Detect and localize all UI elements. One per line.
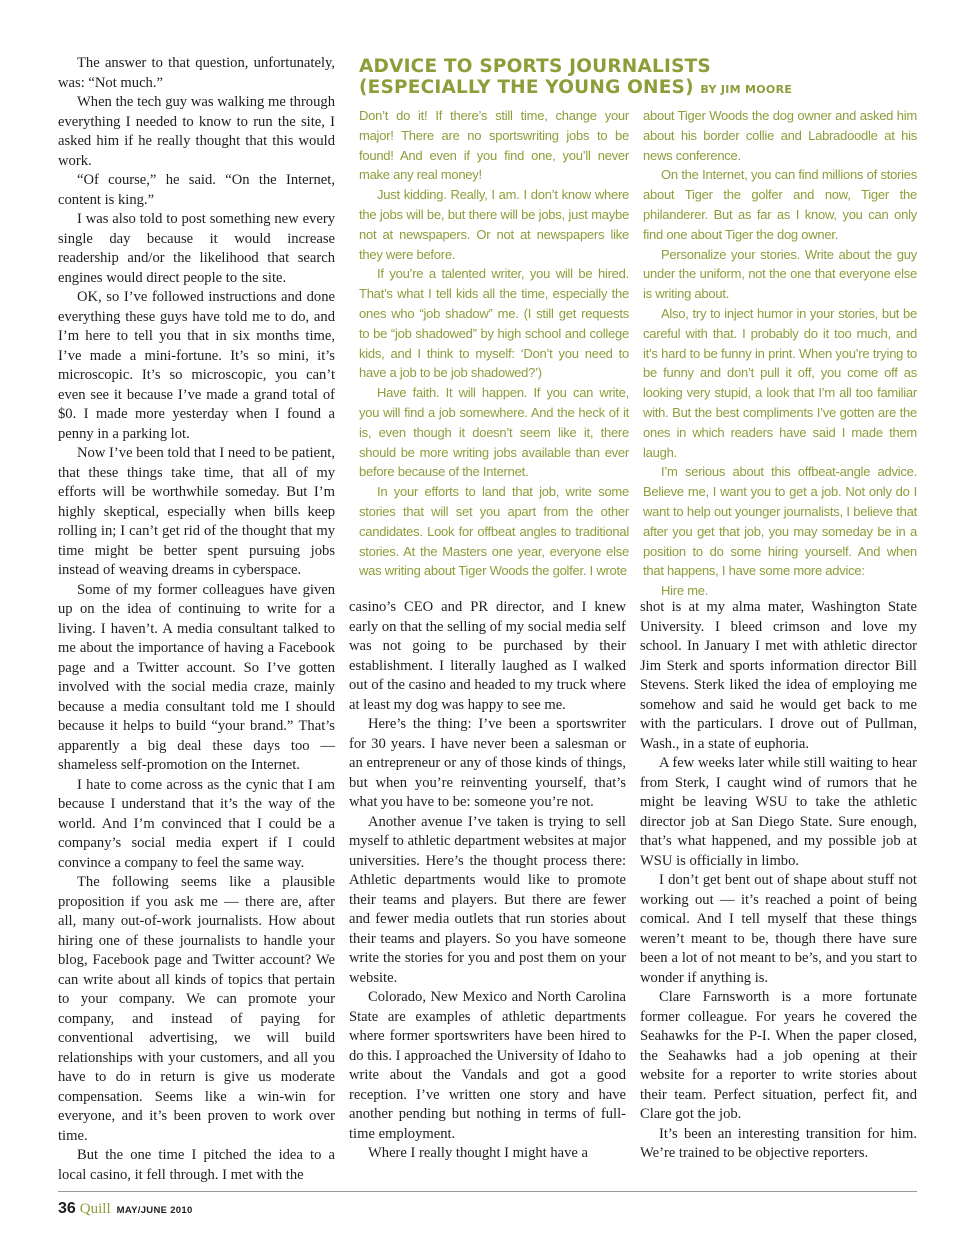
paragraph: OK, so I’ve followed instructions and done everything these guys have told me to do, and I’m here to tell you that in six months time, I’ve made a mini-fortune. It’s so mini, it’s microscopic. It’s so microscopic, you can’t even see it because I’ve made a grand total of $0. I made more yesterday when I found a penny in a parking lot. [58,289,335,442]
sidebar-column-2 [643,106,917,601]
sidebar-paragraph: In your efforts to land that job, write some stories that will set you apart from the other candidates. Look for offbeat angles to traditional stories. At the Masters one year, everyone else was writing about Tiger Woods the golfer. I wrote [359,484,629,579]
paragraph: It’s been an interesting transition for him. We’re trained to be objective reporters. [640,1125,917,1161]
paragraph: The following seems like a plausible proposition if you ask me — there are, after all, many out-of-work journalists. How about hiring one of these journalists to handle your blog, Facebook page and Twitter account? We can write about all kinds of topics that pertain to your company. We can promote your company, and instead of paying for conventional advertising, we will build relationships with your customers, and all you have to do in return is give us moderate compensation. Seems like a win-win for everyone, and it’s been proven to work over time. [58,874,335,1144]
sidebar-paragraph: about Tiger Woods the dog owner and asked him about his border collie and Labradoodle at his news conference. [643,108,917,163]
sidebar-paragraph: If you’re a talented writer, you will be hired. That’s what I tell kids all the time, especially the ones who “job shadow” me. (I still get requests to be “job shadowed” by high school and college kids, and I think to myself: ‘Don’t you need to have a job to be job shadowed?’) [359,266,629,381]
footer-divider [58,1191,917,1192]
page-number: 36 [58,1200,76,1217]
page-footer [58,1200,193,1220]
paragraph: I don’t get bent out of shape about stuff not working out — it’s reached a point of being comical. And I tell myself that these things weren’t meant to be, though there have sure been a lot of not meant to be’s, and you start to wonder if anything is. [640,872,917,986]
paragraph: Colorado, New Mexico and North Carolina State are examples of athletic departments where former sportswriters have been hired to do this. I approached the University of Idaho to write about the Vandals and got a good reception. I’ve written one story and have another pending but nothing in terms of full-time employment. [349,989,626,1142]
sidebar-column-1 [359,106,629,581]
sidebar-heading [359,56,919,100]
byline: BY JIM MOORE [700,83,793,96]
paragraph: A few weeks later while still waiting to hear from Sterk, I caught wind of rumors that he might be leaving WSU to take the athletic director job at San Diego State. Sure enough, that’s what happened, and my possible job at WSU is officially in limbo. [640,755,917,869]
paragraph: Now I’ve been told that I need to be patient, that these things take time, that all of my efforts will be worthwhile someday. But I’m highly skeptical, especially when bills keep rolling in; I can’t get rid of the thought that my time might be better spent pursuing jobs instead of weaving dreams in cyberspace. [58,445,335,578]
sidebar-paragraph: I’m serious about this offbeat-angle advice. Believe me, I want you to get a job. Not only do I want to help out younger journalists, I believe that after you get that job, you may someday be in a position to do some hiring yourself. And when that happens, I have some more advice: [643,464,917,579]
article-column-left [58,54,335,1185]
paragraph: Another avenue I’ve taken is trying to sell myself to athletic department websites at major universities. Here’s the thought process there: Athletic departments would like to promote their teams and players. But there are fewer and fewer media outlets that run stories about their teams and players. So you have someone write the stories for you and post them on your website. [349,813,626,986]
paragraph: I hate to come across as the cynic that I am because I understand that it’s the way of the world. And I’m convinced that I could be a company’s social media expert if I could convince a company to feel the same way. [58,776,335,871]
paragraph: But the one time I pitched the idea to a local casino, it fell through. I met with the [58,1147,335,1183]
article-column-right [640,598,917,1164]
sidebar-paragraph: Also, try to inject humor in your stories, but be careful with that. I probably do it too much, and it’s hard to be funny in print. When you’re trying to be funny and don’t pull it off, you come off as looking very stupid, a look that I’m all too familiar with. But the best compliments I’ve gotten are the ones in which readers have said I made them laugh. [643,305,917,460]
paragraph: Some of my former colleagues have given up on the idea of continuing to write for a living. I haven’t. A media consultant talked to me about the importance of having a Facebook page and a Twitter account. So I’ve gotten involved with the social media craze, mainly because a media consultant told me I should because it helps to build “your brand.” That’s apparently a big deal these days too — shameless self-promotion on the Internet. [58,581,335,773]
article-column-middle [349,598,626,1164]
sidebar-title-line2 [359,77,919,100]
sidebar-paragraph: Have faith. It will happen. If you can write, you will find a job somewhere. And the heck of it is, even though it doesn’t seem like it, there should be more writing jobs available than ever before because of the Internet. [359,385,629,480]
paragraph: When the tech guy was walking me through everything I needed to know to run the site, I asked him if he really thought that this would work. [58,94,335,169]
paragraph: Where I really thought I might have a [368,1145,589,1161]
paragraph: shot is at my alma mater, Washington State University. I bleed crimson and love my school. In January I met with athletic director Jim Sterk and sports information director Bill Stevens. Sterk liked the idea of employing me somehow and said he would get back to me with the particulars. I drove out of Pullman, Wash., in a state of euphoria. [640,599,917,752]
paragraph: The answer to that question, unfortunately, was: “Not much.” [58,55,335,91]
paragraph: “Of course,” he said. “On the Internet, content is king.” [58,172,335,208]
sidebar-paragraph: Personalize your stories. Write about the guy under the uniform, not the one that everyone else is writing about. [643,246,917,302]
paragraph: casino’s CEO and PR director, and I knew early on that the selling of my social media self was not going to be purchased by their establishment. I literally laughed as I walked out of the casino and headed to my truck where at least my dog was happy to see me. [349,599,626,713]
issue-date: MAY/JUNE 2010 [116,1205,193,1216]
paragraph: Here’s the thing: I’ve been a sportswriter for 30 years. I have never been a salesman or an entrepreneur or any of those kinds of things, but when you’re reinventing yourself, that’s what you have to be: someone you’re not. [349,716,626,810]
sidebar-paragraph: Just kidding. Really, I am. I don’t know where the jobs will be, but there will be jobs, just maybe not at newspapers. Or not at newspapers like they were before. [359,187,629,262]
magazine-name: Quill [79,1201,111,1217]
sidebar-paragraph: Don’t do it! If there’s still time, change your major! There are no sportswriting jobs to be found! And even if you find one, you’ll never make any real money! [359,108,629,183]
sidebar-paragraph: Hire me. [661,583,709,599]
sidebar-title-line1: ADVICE TO SPORTS JOURNALISTS [359,56,711,77]
sidebar-paragraph: On the Internet, you can find millions of stories about Tiger the golfer and now, Tiger the philanderer. But as far as I know, you can only find one about Tiger the dog owner. [643,167,917,242]
paragraph: I was also told to post something new every single day because it would increase readership and/or the likelihood that search engines would direct people to the site. [58,211,335,286]
sidebar-title-text: (ESPECIALLY THE YOUNG ONES) [359,77,694,98]
paragraph: Clare Farnsworth is a more fortunate former colleague. For years he covered the Seahawks for the P-I. When the paper closed, the Seahawks had a job opening at their website for a reporter to write stories about their team. Perfect situation, perfect fit, and Clare got the job. [640,989,917,1122]
